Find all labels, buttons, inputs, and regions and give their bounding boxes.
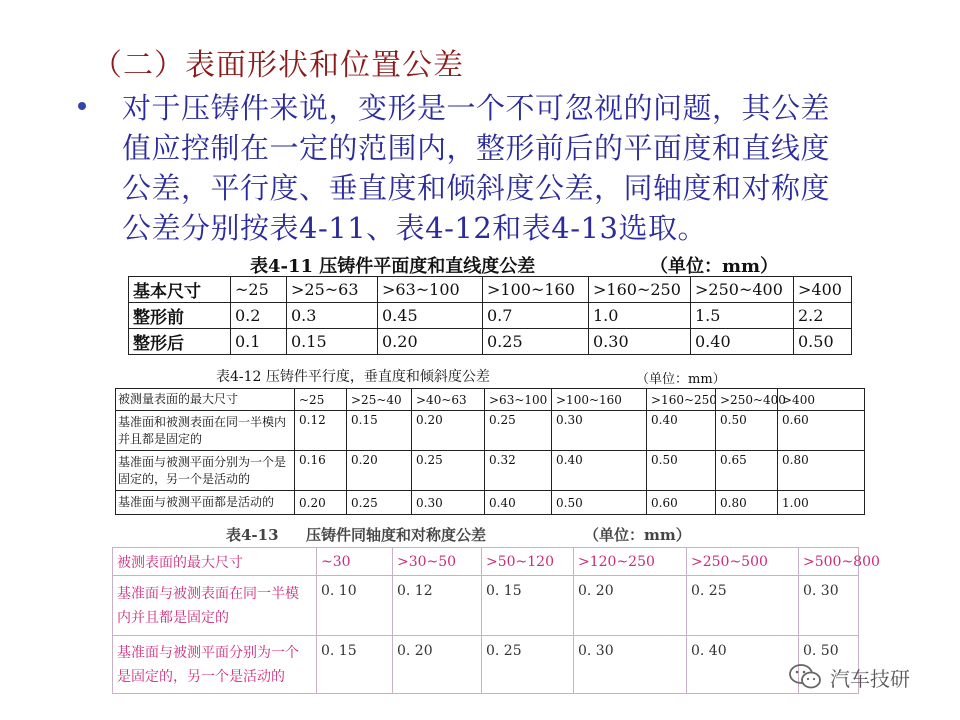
table-cell: 0.7	[483, 303, 589, 329]
table-cell: >25~63	[287, 277, 378, 303]
table-cell: 0. 20	[574, 576, 687, 636]
table-cell: >250~400	[716, 389, 778, 411]
table-cell: >400	[778, 389, 865, 411]
table2-caption: 表4-12 压铸件平行度，垂直度和倾斜度公差	[216, 369, 490, 385]
table-cell: 整形后	[129, 329, 231, 355]
bullet-line: 值应控制在一定的范围内，整形前后的平面度和直线度	[122, 131, 831, 165]
table-cell: 0.40	[647, 411, 716, 451]
table-cell: 0. 30	[574, 636, 687, 694]
table-cell: 0.25	[483, 329, 589, 355]
table-cell: 0.80	[778, 451, 865, 491]
table-cell: ~25	[231, 277, 287, 303]
table-cell: 0.25	[485, 411, 552, 451]
table-cell: 0.50	[647, 451, 716, 491]
table-cell: 0.3	[287, 303, 378, 329]
table3-caption-number: 表4-13	[226, 526, 279, 544]
table-header-row	[113, 548, 859, 576]
table-cell: 0.50	[794, 329, 852, 355]
table-cell: >100~160	[483, 277, 589, 303]
table-row	[116, 491, 865, 515]
table-cell: 0.20	[412, 411, 485, 451]
table-cell: >50~120	[482, 548, 574, 576]
table-cell: 被测量表面的最大尺寸	[116, 389, 295, 411]
table-cell: 0.50	[552, 491, 647, 515]
table2-unit: （单位：mm）	[636, 372, 726, 387]
table-row	[116, 411, 865, 451]
table-cell: >160~250	[589, 277, 691, 303]
table-cell: 0.12	[295, 411, 347, 451]
table-cell: 0.20	[295, 491, 347, 515]
table-cell: 0.25	[412, 451, 485, 491]
table-row	[129, 329, 852, 355]
table-cell: 0.1	[231, 329, 287, 355]
table-cell: 1.00	[778, 491, 865, 515]
page-heading: （二）表面形状和位置公差	[92, 48, 464, 83]
table-row	[113, 636, 859, 694]
table-cell: 0.15	[347, 411, 412, 451]
table-cell: 0.60	[778, 411, 865, 451]
table-cell: 0. 25	[687, 576, 799, 636]
table-cell: 0. 30	[799, 576, 859, 636]
table-cell: 基准面和被测表面在同一半模内并且都是固定的	[116, 411, 295, 451]
table-cell: >63~100	[485, 389, 552, 411]
table1-unit: （单位：mm）	[650, 256, 779, 277]
watermark-text: 汽车技研	[830, 666, 910, 691]
table-cell: 0.30	[412, 491, 485, 515]
table-cell: >100~160	[552, 389, 647, 411]
table1-caption: 表4-11 压铸件平面度和直线度公差	[250, 256, 536, 277]
table-cell: 0.40	[552, 451, 647, 491]
table-cell: 0. 12	[393, 576, 482, 636]
table-cell: ~25	[295, 389, 347, 411]
table-cell: >25~40	[347, 389, 412, 411]
table-cell: 0.80	[716, 491, 778, 515]
bullet-line: 对于压铸件来说，变形是一个不可忽视的问题，其公差	[122, 91, 831, 125]
watermark	[788, 662, 910, 692]
table-cell: 0.20	[378, 329, 483, 355]
table-cell: 2.2	[794, 303, 852, 329]
table-cell: >40~63	[412, 389, 485, 411]
table-cell: 基准面与被测表面在同一半模内并且都是固定的	[113, 576, 317, 636]
table3-unit: （单位：mm）	[584, 526, 691, 544]
table-cell: 0.32	[485, 451, 552, 491]
table-cell: 被测表面的最大尺寸	[113, 548, 317, 576]
table-header-row	[129, 277, 852, 303]
table-cell: 基准面与被测平面分别为一个是固定的，另一个是活动的	[113, 636, 317, 694]
table-cell: >63~100	[378, 277, 483, 303]
table-cell: >250~500	[687, 548, 799, 576]
table-flatness-straightness	[128, 276, 852, 355]
table-cell: 0. 40	[687, 636, 799, 694]
table-cell: 0.16	[295, 451, 347, 491]
table-cell: >500~800	[799, 548, 859, 576]
table-cell: >250~400	[691, 277, 794, 303]
table-cell: >400	[794, 277, 852, 303]
table-cell: 0.65	[716, 451, 778, 491]
table-cell: 0.25	[347, 491, 412, 515]
table-cell: 1.5	[691, 303, 794, 329]
table-row	[129, 303, 852, 329]
table-cell: >160~250	[647, 389, 716, 411]
table-cell: 0. 10	[317, 576, 393, 636]
table-cell: 1.0	[589, 303, 691, 329]
table-cell: 基本尺寸	[129, 277, 231, 303]
bullet-line: 公差分别按表4-11、表4-12和表4-13选取。	[122, 211, 707, 245]
table-cell: 0.15	[287, 329, 378, 355]
table-row	[113, 576, 859, 636]
table-cell: 0.45	[378, 303, 483, 329]
table-cell: 0.60	[647, 491, 716, 515]
table-cell: 0.2	[231, 303, 287, 329]
bullet-icon	[78, 102, 86, 110]
table-cell: 基准面与被测平面分别为一个是固定的，另一个是活动的	[116, 451, 295, 491]
table-cell: 0. 15	[317, 636, 393, 694]
table-cell: 0.50	[716, 411, 778, 451]
table-cell: 0. 15	[482, 576, 574, 636]
table-cell: 0. 50	[799, 636, 859, 694]
table-cell: 0. 20	[393, 636, 482, 694]
table-cell: 0.40	[691, 329, 794, 355]
table3-caption-title: 压铸件同轴度和对称度公差	[306, 526, 487, 544]
wechat-icon	[788, 663, 822, 691]
table-cell: 基准面与被测平面都是活动的	[116, 491, 295, 515]
table-cell: >30~50	[393, 548, 482, 576]
table-parallelism-perpendicularity	[115, 388, 865, 515]
table-cell: 0.30	[552, 411, 647, 451]
table-cell: 0. 25	[482, 636, 574, 694]
table-cell: 整形前	[129, 303, 231, 329]
table-row	[116, 451, 865, 491]
table-cell: 0.40	[485, 491, 552, 515]
table-cell: 0.30	[589, 329, 691, 355]
table-cell: ~30	[317, 548, 393, 576]
table-cell: >120~250	[574, 548, 687, 576]
bullet-line: 公差，平行度、垂直度和倾斜度公差，同轴度和对称度	[122, 171, 831, 205]
table-header-row	[116, 389, 865, 411]
bullet-text	[122, 88, 912, 248]
table-cell: 0.20	[347, 451, 412, 491]
